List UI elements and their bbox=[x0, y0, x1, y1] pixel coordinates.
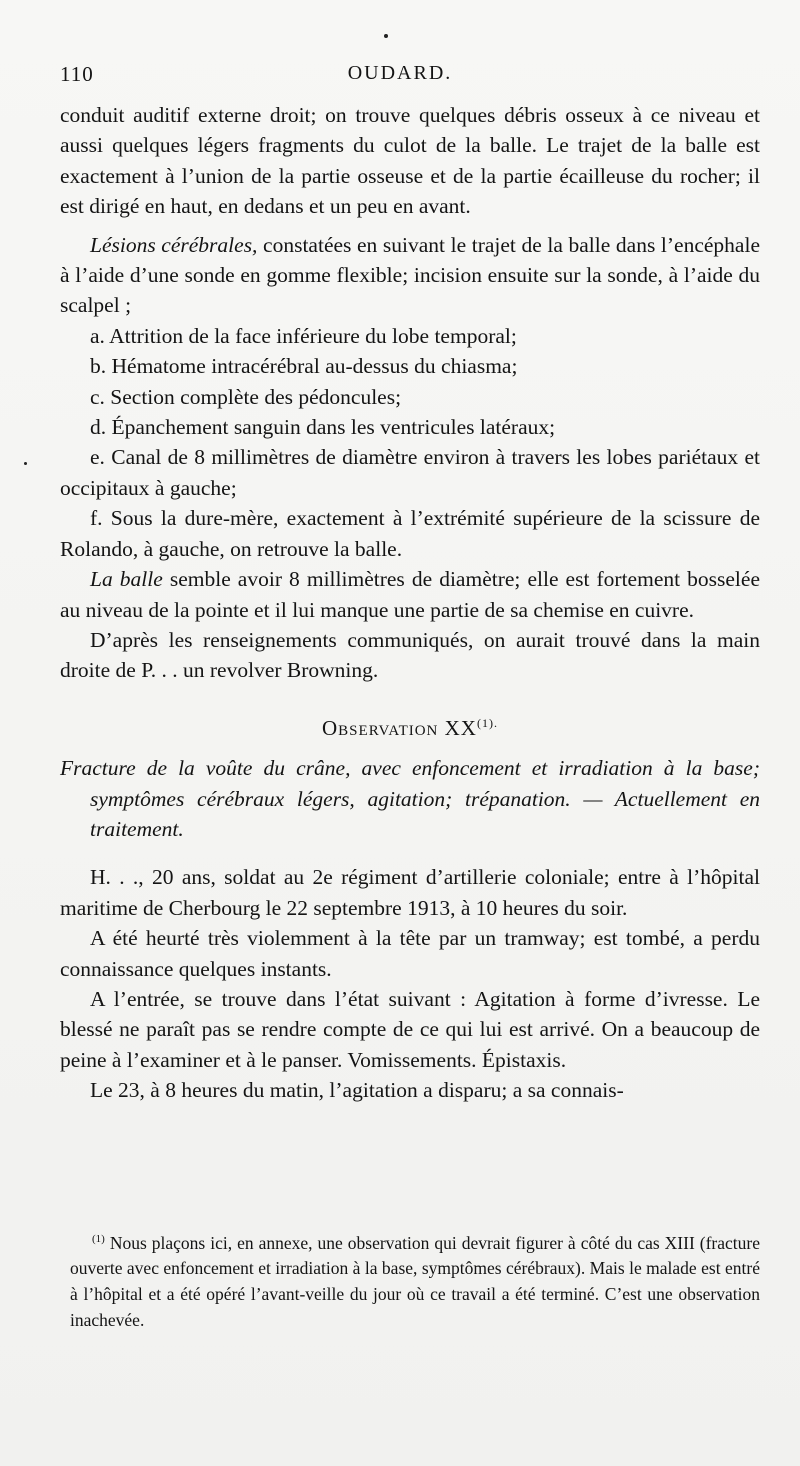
list-item: d. Épanchement sanguin dans les ventricules latéraux; bbox=[90, 415, 556, 440]
footnote-reference: (1). bbox=[476, 715, 498, 730]
ink-speck bbox=[24, 462, 27, 465]
list-item: e. Canal de 8 millimètres de diamètre environ à travers les lobes pariétaux et occipitaux à gauche; bbox=[60, 445, 760, 500]
footnote-mark: (1) bbox=[92, 1232, 105, 1245]
paragraph: A été heurté très violemment à la tête par un tramway; est tombé, a perdu connaissance quelques instants. bbox=[60, 926, 760, 981]
list-item: f. Sous la dure-mère, exactement à l’extrémité supérieure de la scissure de Rolando, à gauche, on retrouve la balle. bbox=[60, 506, 760, 561]
page-body bbox=[60, 100, 760, 1106]
list-item: a. Attrition de la face inférieure du lobe temporal; bbox=[90, 323, 517, 348]
balle-text: semble avoir 8 millimètres de diamètre; elle est fortement bosselée au niveau de la pointe et il lui manque une partie de sa chemise en cuivre. bbox=[60, 567, 760, 622]
balle-heading: La balle bbox=[90, 567, 163, 592]
paragraph: D’après les renseignements communiqués, on aurait trouvé dans la main droite de P. . . un revolver Browning. bbox=[60, 627, 760, 683]
lesions-text: constatées en suivant le trajet de la balle dans l’encéphale à l’aide d’une sonde en gomme flexible; incision ensuite sur la sonde, à l’aide du scalpel ; bbox=[60, 232, 760, 318]
observation-summary: Fracture de la voûte du crâne, avec enfoncement et irradiation à la base; symptômes cérébraux légers, agitation; trépanation. — Actuellement en traitement. bbox=[60, 756, 760, 841]
paragraph-lesions bbox=[60, 230, 760, 321]
page-number: 110 bbox=[60, 62, 94, 86]
paragraph: H. . ., 20 ans, soldat au 2e régiment d’artillerie coloniale; entre à l’hôpital maritime de Cherbourg le 22 septembre 1913, à 10 heures du soir. bbox=[60, 865, 760, 920]
running-title: OUDARD. bbox=[347, 62, 453, 84]
ink-speck bbox=[384, 34, 388, 38]
paragraph: conduit auditif externe droit; on trouve quelques débris osseux à ce niveau et aussi quelques légers fragments du culot de la balle. Le trajet de la balle est exactement à l’union de la partie osseuse et de la partie écailleuse du rocher; il est dirigé en haut, en dedans et un peu en avant. bbox=[60, 103, 760, 219]
footnote bbox=[70, 1226, 760, 1334]
observation-title bbox=[60, 708, 760, 743]
paragraph-balle bbox=[60, 564, 760, 625]
list-item: c. Section complète des pédoncules; bbox=[90, 384, 402, 409]
page-header bbox=[60, 62, 740, 90]
observation-title-text: Observation XX bbox=[322, 715, 477, 740]
paragraph: Le 23, à 8 heures du matin, l’agitation a disparu; a sa connais- bbox=[90, 1078, 624, 1103]
lesions-heading: Lésions cérébrales, bbox=[90, 232, 258, 257]
list-item: b. Hématome intracérébral au-dessus du chiasma; bbox=[90, 354, 518, 379]
paragraph: A l’entrée, se trouve dans l’état suivant : Agitation à forme d’ivresse. Le blessé ne paraît pas se rendre compte de ce qui lui est arrivé. On a beaucoup de peine à l’examiner et à le panser. Vomissements. Épistaxis. bbox=[60, 986, 760, 1072]
footnote-text: Nous plaçons ici, en annexe, une observation qui devrait figurer à côté du cas XIII (fracture ouverte avec enfoncement et irradiation à la base, symptômes cérébraux). Mais le malade est entré à l’hôpital et a été opéré l’avant-veille du jour où ce travail a été terminé. C’est une observation inachevée. bbox=[70, 1232, 760, 1331]
